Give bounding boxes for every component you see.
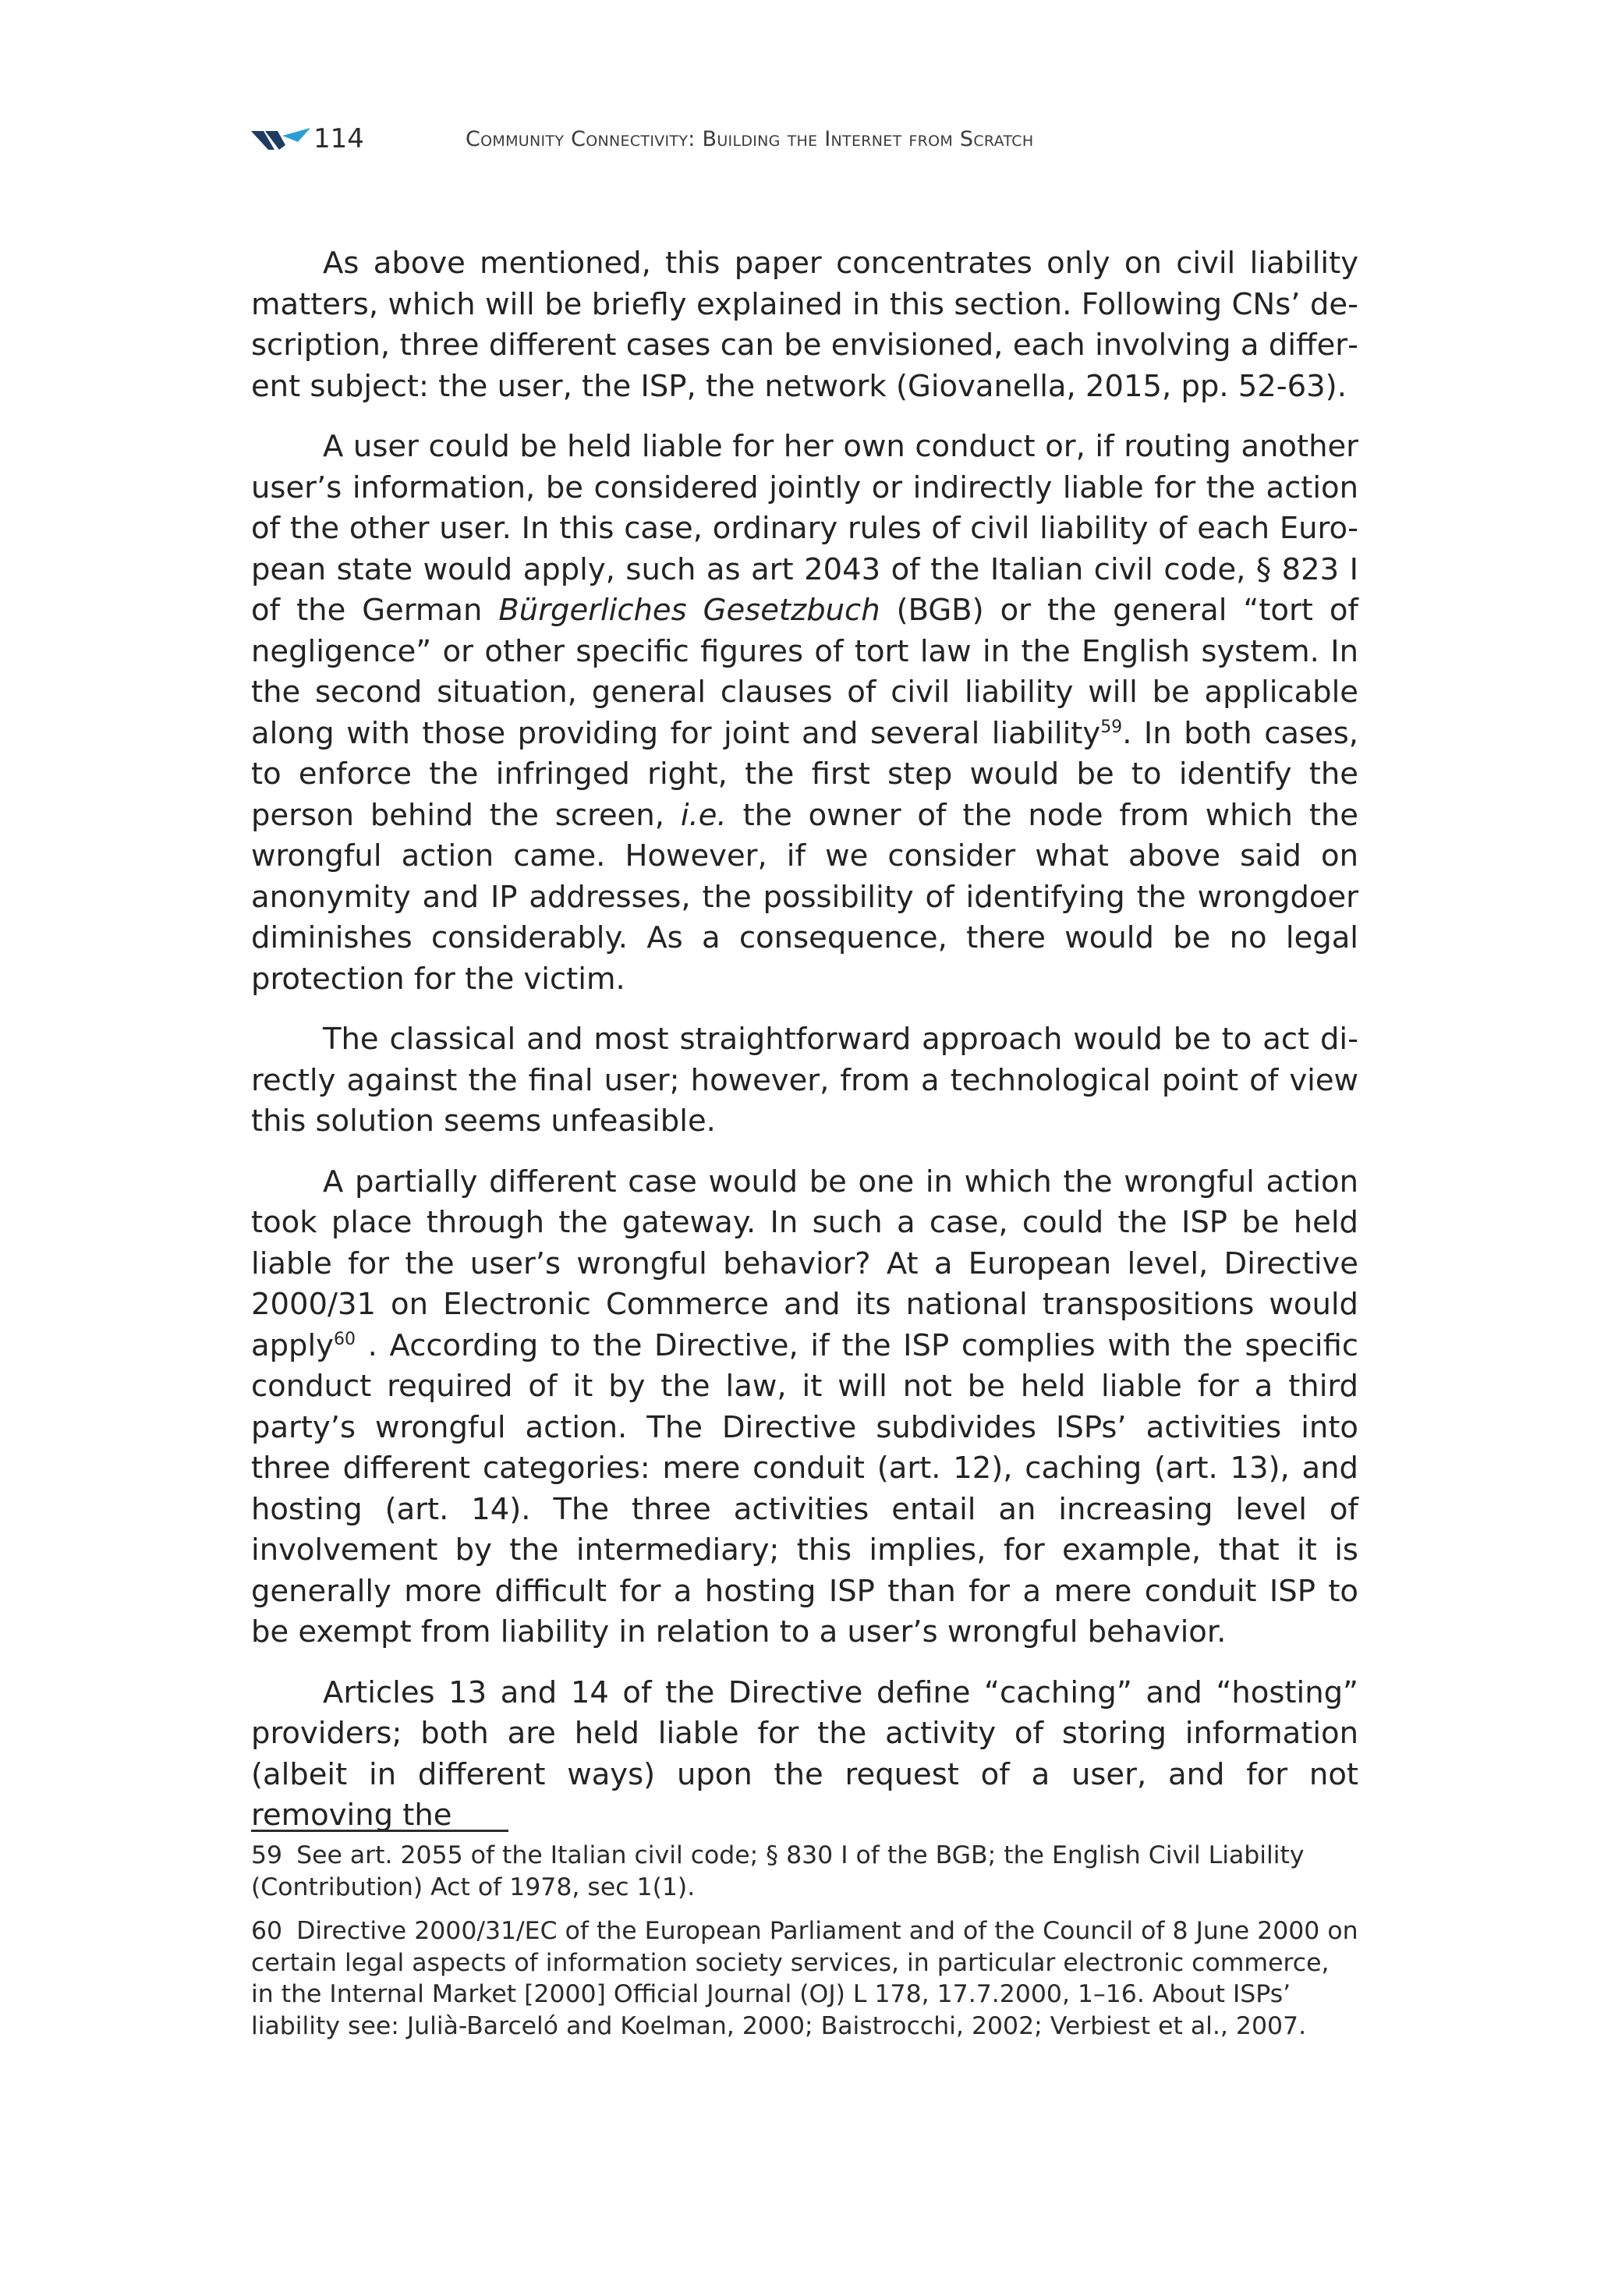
footnote-59 [251,1840,1358,1903]
italic-term: Bürgerliches Gesetzbuch [498,593,880,628]
footnote-number: 60 [251,1917,283,1945]
paragraph-4: A partially different case would be one in which the wrongful action took place through the gateway. In such a case, could the ISP be held liable for the user’s wrongful behavior? At a European level, Directive 2000/31 on Electronic Commerce and its national transpositions would apply$^{60}$ . According to the Directive, if the ISP complies with the specific conduct required of it by the law, it will not be held liable for a third party’s wrongful action. The Directive subdivides ISPs’ activities into three different categories: mere conduit (art. 12), caching (art. 13), and hosting (art. 14). The three activities entail an increasing level of involvement by the intermediary; this implies, for example, that it is generally more difficult for a hosting ISP than for a mere conduit ISP to be exempt from liability in relation to a user’s wrongful behavior. [251,1164,1358,1649]
main-body-text [251,243,1358,1856]
footnote-ref-60[interactable]: 60 [333,1329,356,1349]
publisher-logo-icon [251,126,310,153]
running-title: Community Connectivity: Building the Internet from Scratch [466,127,1034,151]
paragraph-5: Articles 13 and 14 of the Directive define “caching” and “hosting” providers; both are held liable for the activity of storing information (albeit in different ways) upon the request of a user, and for not removing the [251,1674,1358,1833]
footnote-ref-59[interactable]: 59 [1100,717,1123,737]
footnote-60 [251,1915,1358,2042]
page-header [251,119,1358,158]
footnote-text: See art. 2055 of the Italian civil code; § 830 I of the BGB; the English Civil Liability (Contribution) Act of 1978, sec 1(1). [251,1841,1305,1901]
footnotes [251,1840,1358,2054]
footnote-text: Directive 2000/31/EC of the European Parliament and of the Council of 8 June 2000 on certain legal aspects of information society services, in particular electronic commerce, in the Internal Market [2000] Official Journal (OJ) L 178, 17.7.2000, 1–16. About ISPs’ liability see: Julià-Barceló and Koelman, 2000; Baistrocchi, 2002; Verbiest et al., 2007. [251,1917,1358,2040]
paragraph-2: A user could be held liable for her own conduct or, if routing another user’s information, be considered jointly or indirectly liable for the action of the other user. In this case, ordinary rules of civil liability of each European state would apply, such as art 2043 of the Italian civil code, § 823 I of the German Bürgerliches Gesetzbuch (BGB) or the general “tort of negligence” or other specific figures of tort law in the English system. In the second situation, general clauses of civil liability will be applicable along with those providing for joint and several liability$^{59}$. In both cases, to enforce the infringed right, the first step would be to identify the person behind the screen, i.e. the owner of the node from which the wrongful action came. However, if we consider what above said on anonymity and IP addresses, the possibility of identifying the wrongdoer diminishes considerably. As a consequence, there would be no legal protection for the victim. [251,429,1358,997]
paragraph-1: As above mentioned, this paper concentrates only on civil liability matters, which will be briefly explained in this section. Following CNs’ description, three different cases can be envisioned, each involving a different subject: the user, the ISP, the network (Giovanella, 2015, pp. 52-63). [251,246,1358,404]
paragraph-3: The classical and most straightforward approach would be to act directly against the final user; however, from a technological point of view this solution seems unfeasible. [251,1022,1358,1139]
footnote-number: 59 [251,1841,283,1869]
italic-ie: i.e. [680,797,727,833]
footnote-divider [251,1830,508,1832]
page-number: 114 [313,123,364,154]
